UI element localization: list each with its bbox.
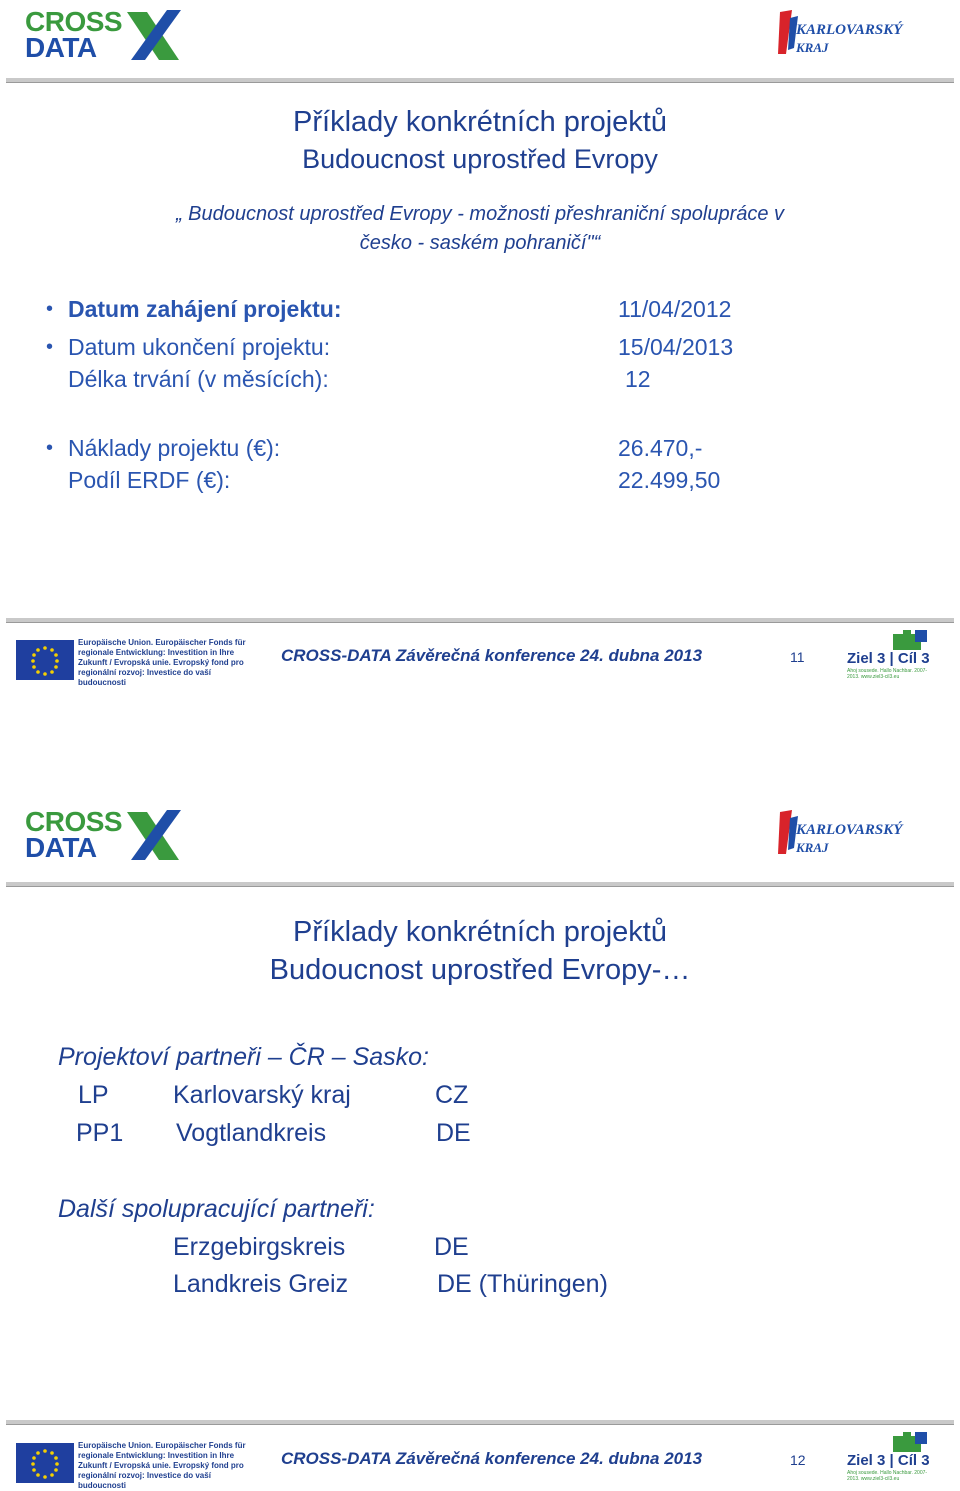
bullet-icon: • (46, 437, 54, 459)
fact-label-start: Datum zahájení projektu: (68, 296, 342, 322)
slide-11 (0, 0, 960, 700)
logo-cross-line1: CROSS (25, 806, 123, 837)
header-divider (6, 78, 954, 83)
eu-funding-text: Europäische Union. Europäischer Fonds für regionale Entwicklung: Investition in Ihre Zukunft / Evropská unie. Evropský fond pro regionální rozvoj: Investice do vaší budoucnosti (78, 1441, 246, 1490)
fact-value-duration: 12 (625, 366, 651, 392)
logo-kraj-line1: KARLOVARSKÝ (796, 22, 903, 38)
header-divider (6, 882, 954, 887)
page-number: 12 (790, 1452, 806, 1468)
cross-x-icon (117, 806, 187, 864)
other-partner-name: Landkreis Greiz (173, 1270, 349, 1298)
slide-title: Příklady konkrétních projektů (293, 916, 667, 948)
logo-kraj-line2: KRAJ (796, 40, 829, 55)
logo-kraj-line1: KARLOVARSKÝ (796, 822, 903, 838)
fact-label-erdf: Podíl ERDF (€): (68, 467, 231, 493)
logo-cross-line1: CROSS (25, 6, 123, 37)
conference-footer: CROSS-DATA Závěrečná konference 24. dubna 2013 (281, 1449, 703, 1468)
ziel3-subtitle: Ahoj sousede. Hallo Nachbar. 2007-2013. www.ziel3-cil3.eu (847, 1470, 928, 1482)
partners-heading: Projektoví partneři – ČR – Sasko: (58, 1043, 429, 1071)
partner-name: Karlovarský kraj (173, 1081, 351, 1109)
puzzle-icon (845, 628, 935, 652)
logo-cross-line2: DATA (25, 832, 97, 863)
partner-code: PP1 (76, 1119, 124, 1147)
cross-data-logo (25, 806, 185, 864)
bullet-icon: • (46, 336, 54, 358)
footer-divider (6, 1420, 954, 1425)
fact-label-costs: Náklady projektu (€): (68, 435, 281, 461)
page-number: 11 (790, 649, 805, 665)
partner-country: DE (436, 1119, 471, 1147)
logo-cross-line2: DATA (25, 32, 97, 63)
ziel3-title: Ziel 3 | Cíl 3 (847, 650, 930, 667)
other-partners-heading: Další spolupracující partneři: (58, 1195, 375, 1223)
ziel3-subtitle: Ahoj sousede. Hallo Nachbar. 2007-2013. www.ziel3-cil3.eu (847, 668, 928, 680)
fact-value-costs: 26.470,- (618, 435, 703, 461)
eu-funding-logo (16, 638, 251, 687)
puzzle-icon (845, 1430, 935, 1454)
fact-label-end: Datum ukončení projektu: (68, 334, 331, 360)
other-partner-country: DE (434, 1233, 469, 1261)
partner-name: Vogtlandkreis (176, 1119, 327, 1147)
partner-code: LP (78, 1081, 109, 1109)
ziel3-logo (845, 628, 935, 682)
karlovarsky-kraj-logo (776, 808, 916, 860)
slide-subtitle: Budoucnost uprostřed Evropy (302, 144, 658, 174)
logo-kraj-line2: KRAJ (796, 840, 829, 855)
karlovarsky-kraj-logo (776, 8, 916, 60)
conference-footer: CROSS-DATA Závěrečná konference 24. dubna 2013 (281, 646, 703, 665)
fact-value-start: 11/04/2012 (618, 296, 732, 322)
bullet-icon: • (46, 298, 54, 320)
ziel3-logo (845, 1430, 935, 1484)
ziel3-title: Ziel 3 | Cíl 3 (847, 1452, 930, 1469)
eu-flag-icon (16, 1443, 74, 1483)
cross-x-icon (117, 6, 187, 64)
footer-divider (6, 618, 954, 623)
other-partner-country: DE (Thüringen) (437, 1270, 608, 1298)
project-quote-line1: „ Budoucnost uprostřed Evropy - možnosti přeshraniční spolupráce v (175, 203, 785, 225)
slide-title: Příklady konkrétních projektů (293, 106, 667, 138)
cross-data-logo (25, 6, 185, 64)
eu-flag-icon (16, 640, 74, 680)
fact-value-erdf: 22.499,50 (618, 467, 721, 493)
other-partner-name: Erzgebirgskreis (173, 1233, 346, 1261)
slide-subtitle: Budoucnost uprostřed Evropy-… (269, 954, 691, 986)
partner-country: CZ (435, 1081, 469, 1109)
eu-funding-text: Europäische Union. Europäischer Fonds für regionale Entwicklung: Investition in Ihre Zukunft / Evropská unie. Evropský fond pro regionální rozvoj: Investice do vaší budoucnosti (78, 638, 246, 687)
project-quote-line2: česko - saském pohraničí"“ (359, 232, 601, 254)
fact-label-duration: Délka trvání (v měsících): (68, 366, 329, 392)
fact-value-end: 15/04/2013 (618, 334, 734, 360)
slide-12 (0, 800, 960, 1489)
eu-funding-logo (16, 1441, 251, 1490)
